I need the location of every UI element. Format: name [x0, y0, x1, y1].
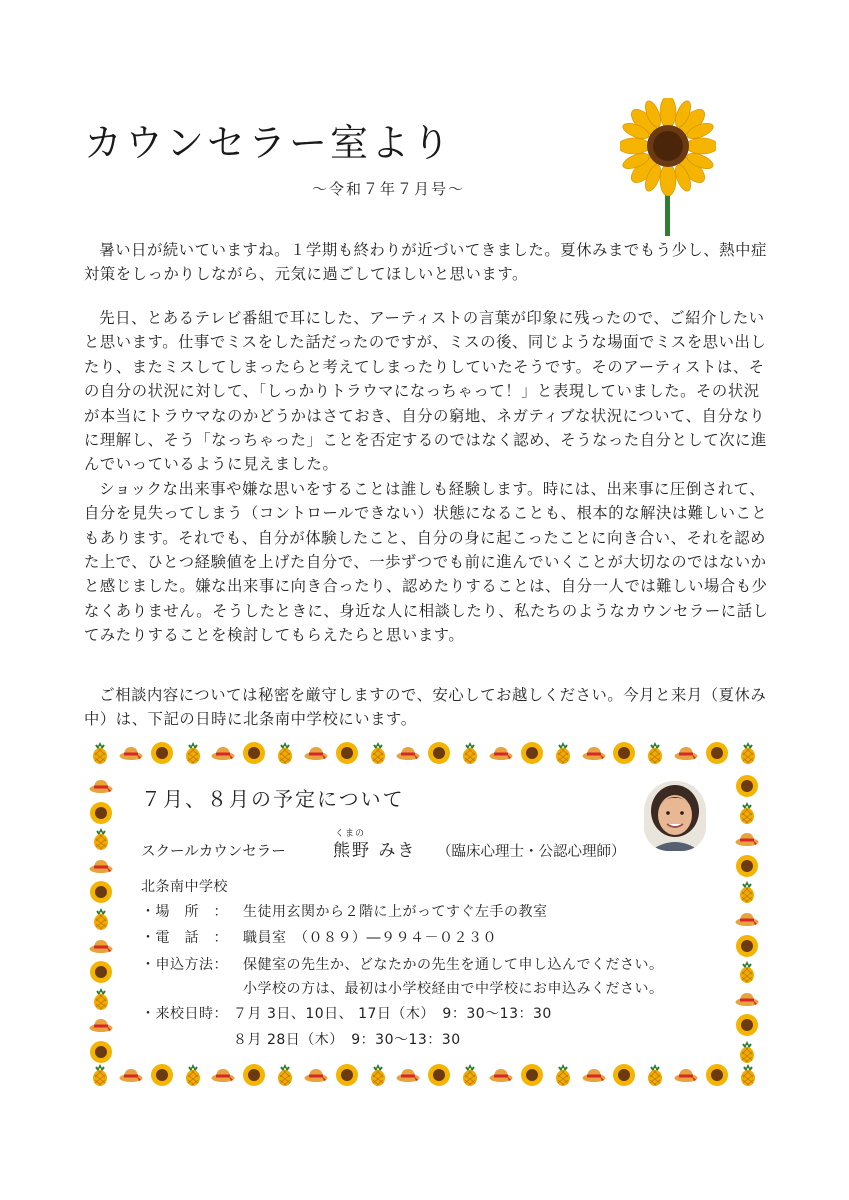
schedule-title: ７月、８月の予定について: [141, 787, 405, 811]
visit-row: [141, 1003, 552, 1023]
hat-icon: [89, 1013, 113, 1037]
pineapple-icon: [643, 1063, 667, 1087]
sunflower-icon: [427, 741, 451, 765]
pineapple-icon: [458, 741, 482, 765]
paragraph-story: [84, 306, 772, 648]
sunflower-icon: [335, 741, 359, 765]
pineapple-icon: [735, 880, 759, 904]
sunflower-icon: [242, 1063, 266, 1087]
hat-icon: [89, 934, 113, 958]
sunflower-icon: [612, 741, 636, 765]
hat-icon: [582, 1063, 606, 1087]
pineapple-icon: [643, 741, 667, 765]
pineapple-icon: [181, 741, 205, 765]
frame-left-border: [88, 774, 114, 1064]
school-name: 北条南中学校: [141, 879, 228, 895]
page-title: カウンセラー室より: [84, 121, 454, 165]
sunflower-icon: [242, 741, 266, 765]
pineapple-icon: [735, 801, 759, 825]
pineapple-icon: [89, 987, 113, 1011]
hat-icon: [119, 741, 143, 765]
sunflower-icon: [520, 741, 544, 765]
sunflower-icon: [705, 1063, 729, 1087]
pineapple-icon: [551, 1063, 575, 1087]
sunflower-icon: [150, 1063, 174, 1087]
sunflower-icon: [150, 741, 174, 765]
location-label: ・場 所 ：: [141, 904, 228, 920]
sunflower-icon: [89, 801, 113, 825]
pineapple-icon: [88, 1063, 112, 1087]
frame-bottom-border: [88, 1062, 760, 1088]
sunflower-icon: [89, 960, 113, 984]
hat-icon: [489, 1063, 513, 1087]
hat-icon: [674, 1063, 698, 1087]
sunflower-icon: [612, 1063, 636, 1087]
visit-value-2: ８月 28日（木） 9：30～13：30: [233, 1032, 461, 1048]
telephone-label: ・電 話 ：: [141, 930, 228, 946]
pineapple-icon: [735, 1040, 759, 1064]
pineapple-icon: [88, 741, 112, 765]
location-row: [141, 901, 548, 921]
paragraph-greeting: [84, 238, 772, 287]
issue-subtitle: ～令和７年７月号～: [312, 180, 466, 198]
pineapple-icon: [458, 1063, 482, 1087]
frame-top-border: [88, 740, 760, 766]
hat-icon: [211, 1063, 235, 1087]
pineapple-icon: [273, 1063, 297, 1087]
pineapple-icon: [273, 741, 297, 765]
paragraph-text: ご相談内容については秘密を厳守しますので、安心してお越しください。今月と来月（夏休み中）は、下記の日時に北条南中学校にいます。: [84, 686, 767, 729]
counselor-name: 熊野 みき: [333, 841, 417, 861]
hat-icon: [396, 1063, 420, 1087]
hat-icon: [489, 741, 513, 765]
pineapple-icon: [366, 741, 390, 765]
sunflower-icon: [89, 880, 113, 904]
pineapple-icon: [89, 907, 113, 931]
name-ruby: くまの: [335, 829, 366, 839]
hat-icon: [89, 774, 113, 798]
hat-icon: [89, 854, 113, 878]
application-value: 保健室の先生か、どなたかの先生を通して申し込んでください。: [243, 957, 664, 973]
sunflower-icon: [735, 1013, 759, 1037]
hat-icon: [674, 741, 698, 765]
hat-icon: [119, 1063, 143, 1087]
telephone-value: 職員室 （０８９）―９９４－０２３０: [243, 930, 497, 946]
hat-icon: [735, 827, 759, 851]
frame-right-border: [734, 774, 760, 1064]
hat-icon: [396, 741, 420, 765]
counselor-role: スクールカウンセラー: [141, 844, 286, 860]
location-value: 生徒用玄関から２階に上がってすぐ左手の教室: [243, 904, 548, 920]
counselor-photo: [644, 781, 706, 851]
sunflower-illustration: [620, 98, 716, 236]
pineapple-icon: [89, 827, 113, 851]
hat-icon: [582, 741, 606, 765]
hat-icon: [735, 987, 759, 1011]
paragraph-text: 先日、とあるテレビ番組で耳にした、アーティストの言葉が印象に残ったので、ご紹介したいと思います。仕事でミスをした話だったのですが、ミスの後、同じような場面でミスを思い出したり、またミスしてしまったらと考えてしまったりしていたそうです。そのアーティストは、その自分の状況に対して、「しっかりトラウマになっちゃって！」と表現していました。その状況が本当にトラウマなのかどうかはさておき、自分の窮地、ネガティブな状況について、自分なりに理解し、そう「なっちゃった」ことを否定するのではなく認め、そうなった自分として次に進んでいっているように見えました。: [84, 309, 767, 474]
visit-value: ７月 3日、10日、 17日（木） 9：30～13：30: [233, 1006, 552, 1022]
counselor-qualification: （臨床心理士・公認心理師）: [437, 844, 626, 860]
sunflower-icon: [735, 854, 759, 878]
sunflower-icon: [705, 741, 729, 765]
application-label: ・申込方法：: [141, 957, 228, 973]
pineapple-icon: [735, 960, 759, 984]
telephone-row: [141, 927, 497, 947]
pineapple-icon: [736, 741, 760, 765]
sunflower-icon: [427, 1063, 451, 1087]
hat-icon: [304, 1063, 328, 1087]
sunflower-icon: [89, 1040, 113, 1064]
pineapple-icon: [181, 1063, 205, 1087]
hat-icon: [211, 741, 235, 765]
application-value-2: 小学校の方は、最初は小学校経由で中学校にお申込みください。: [243, 981, 664, 997]
sunflower-icon: [520, 1063, 544, 1087]
application-row: [141, 954, 664, 974]
pineapple-icon: [366, 1063, 390, 1087]
visit-label: ・来校日時：: [141, 1006, 228, 1022]
pineapple-icon: [551, 741, 575, 765]
pineapple-icon: [736, 1063, 760, 1087]
sunflower-icon: [735, 774, 759, 798]
paragraph-text: 暑い日が続いていますね。１学期も終わりが近づいてきました。夏休みまでもう少し、熱中症対策をしっかりしながら、元気に過ごしてほしいと思います。: [84, 241, 767, 284]
paragraph-text: ショックな出来事や嫌な思いをすることは誰しも経験します。時には、出来事に圧倒されて、自分を見失ってしまう（コントロールできない）状態になることも、根本的な解決は難しいこともあります。それでも、自分が体験したこと、自分の身に起こったことに向き合い、それを認めた上で、ひとつ経験値を上げた自分で、一歩ずつでも前に進んでいくことが大切なのではないかと感じました。嫌な出来事に向き合ったり、認めたりすることは、自分一人では難しい場合も少なくありません。そうしたときに、身近な人に相談したり、私たちのようなカウンセラーに話してみたりすることを検討してもらえたらと思います。: [84, 479, 769, 645]
paragraph-notice: [84, 683, 772, 732]
sunflower-icon: [335, 1063, 359, 1087]
hat-icon: [304, 741, 328, 765]
sunflower-icon: [735, 934, 759, 958]
hat-icon: [735, 907, 759, 931]
